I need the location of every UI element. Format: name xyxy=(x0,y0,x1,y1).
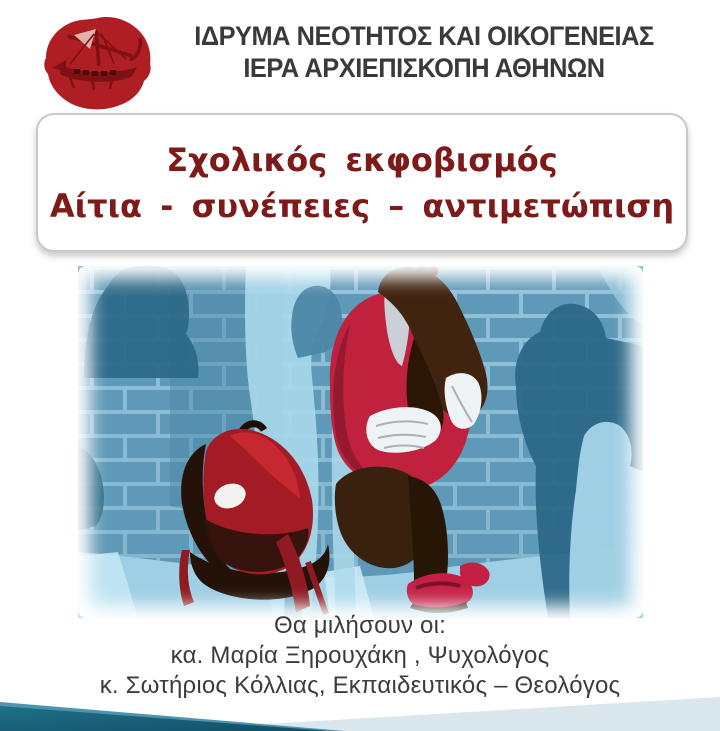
ancient-ship-seal-icon xyxy=(40,14,156,114)
speaker-1: κα. Μαρία Ξηρουχάκη , Ψυχολόγος xyxy=(170,642,550,669)
organization-name xyxy=(166,20,681,84)
foundation-logo xyxy=(40,14,156,114)
bullying-scene-drawing xyxy=(78,266,643,618)
speaker-2: κ. Σωτήριος Κόλλιας, Εκπαιδευτικός – Θεολόγος xyxy=(99,672,621,699)
org-line-1: ΙΔΡΥΜΑ ΝΕΟΤΗΤΟΣ ΚΑΙ ΟΙΚΟΓΕΝΕΙΑΣ xyxy=(194,21,654,51)
title-box xyxy=(36,113,688,252)
org-line-2: ΙΕΡΑ ΑΡΧΙΕΠΙΣΚΟΠΗ ΑΘΗΝΩΝ xyxy=(243,53,605,83)
dark-teal-wedge-shape xyxy=(0,706,330,731)
poster-subtitle: Αίτια - συνέπειες – αντιμετώπιση xyxy=(49,186,675,225)
poster-title: Σχολικός εκφοβισμός xyxy=(166,140,558,179)
footer-decoration xyxy=(0,685,720,731)
bullying-illustration xyxy=(78,266,643,618)
speakers-intro: Θα μιλήσουν οι: xyxy=(273,612,447,639)
